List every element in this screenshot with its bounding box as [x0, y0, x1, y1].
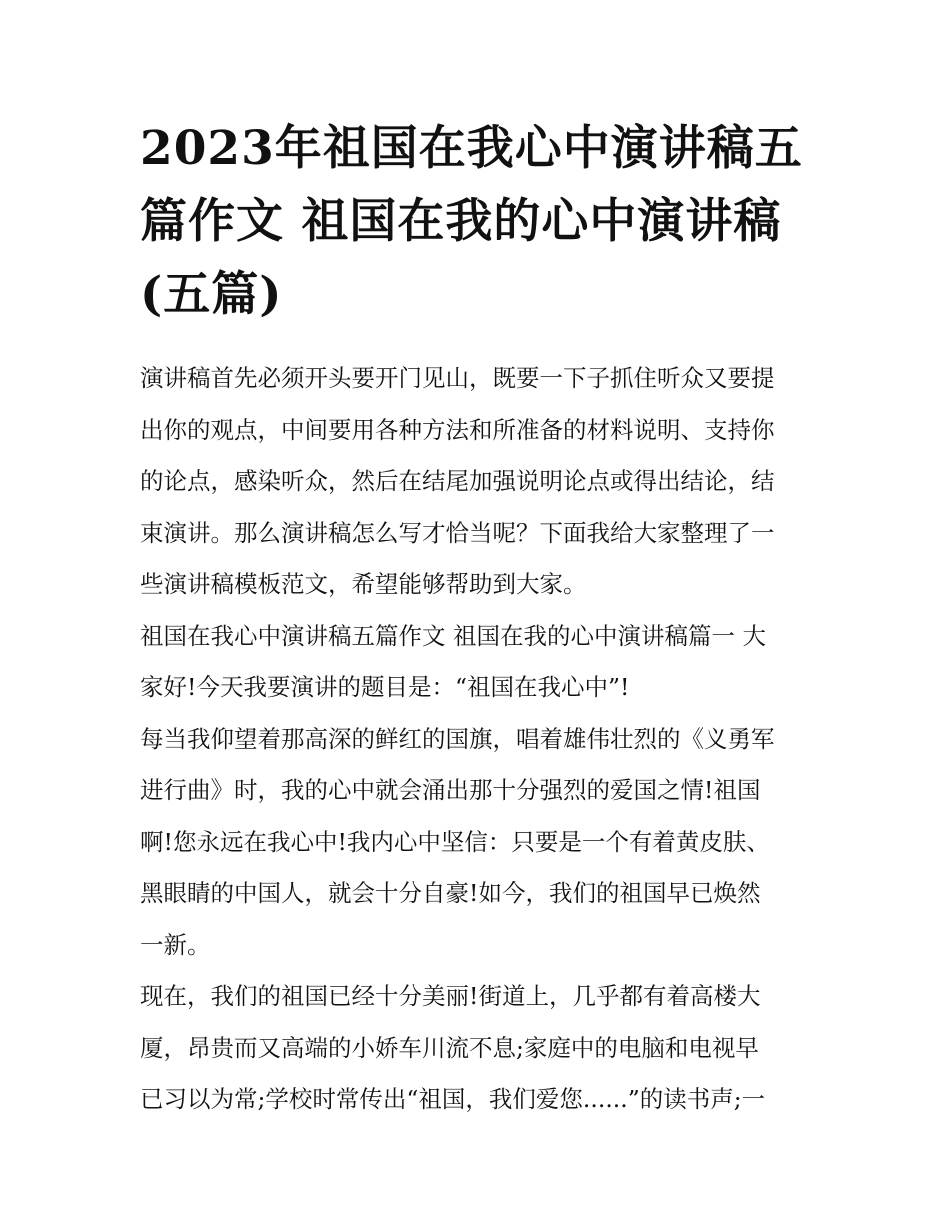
body-line: 一新。 [140, 930, 211, 959]
body-line: 每当我仰望着那高深的鲜红的国旗，唱着雄伟壮烈的《义勇军 [140, 724, 775, 753]
body-line: 已习以为常;学校时常传出“祖国，我们爱您......”的读书声;一 [140, 1085, 766, 1113]
body-line: 束演讲。那么演讲稿怎么写才恰当呢？下面我给大家整理了一 [140, 518, 775, 547]
body-line: 啊!您永远在我心中!我内心中坚信：只要是一个有着黄皮肤、 [140, 827, 770, 856]
body-line: 家好!今天我要演讲的题目是：“祖国在我心中”! [140, 673, 630, 701]
title-line: (五篇) [140, 267, 283, 322]
body-line: 的论点，感染听众，然后在结尾加强说明论点或得出结论，结 [140, 467, 775, 495]
body-line: 演讲稿首先必须开头要开门见山，既要一下子抓住听众又要提 [140, 364, 775, 392]
body-line: 祖国在我心中演讲稿五篇作文 祖国在我的心中演讲稿篇一 大 [140, 621, 766, 650]
body-line: 现在，我们的祖国已经十分美丽!街道上，几乎都有着高楼大 [140, 982, 761, 1010]
body-line: 黑眼睛的中国人，就会十分自豪!如今，我们的祖国早已焕然 [140, 879, 761, 907]
body-line: 些演讲稿模板范文，希望能够帮助到大家。 [140, 570, 587, 598]
body-line: 进行曲》时，我的心中就会涌出那十分强烈的爱国之情!祖国 [140, 776, 761, 804]
title-line: 篇作文 祖国在我的心中演讲稿 [140, 194, 782, 249]
document-body [140, 353, 830, 1126]
title-line: 2023年祖国在我心中演讲稿五 [140, 121, 803, 176]
body-line: 厦，昂贵而又高端的小娇车川流不息;家庭中的电脑和电视早 [140, 1033, 759, 1062]
body-line: 出你的观点，中间要用各种方法和所准备的材料说明、支持你 [140, 415, 775, 444]
document-title [140, 112, 820, 331]
